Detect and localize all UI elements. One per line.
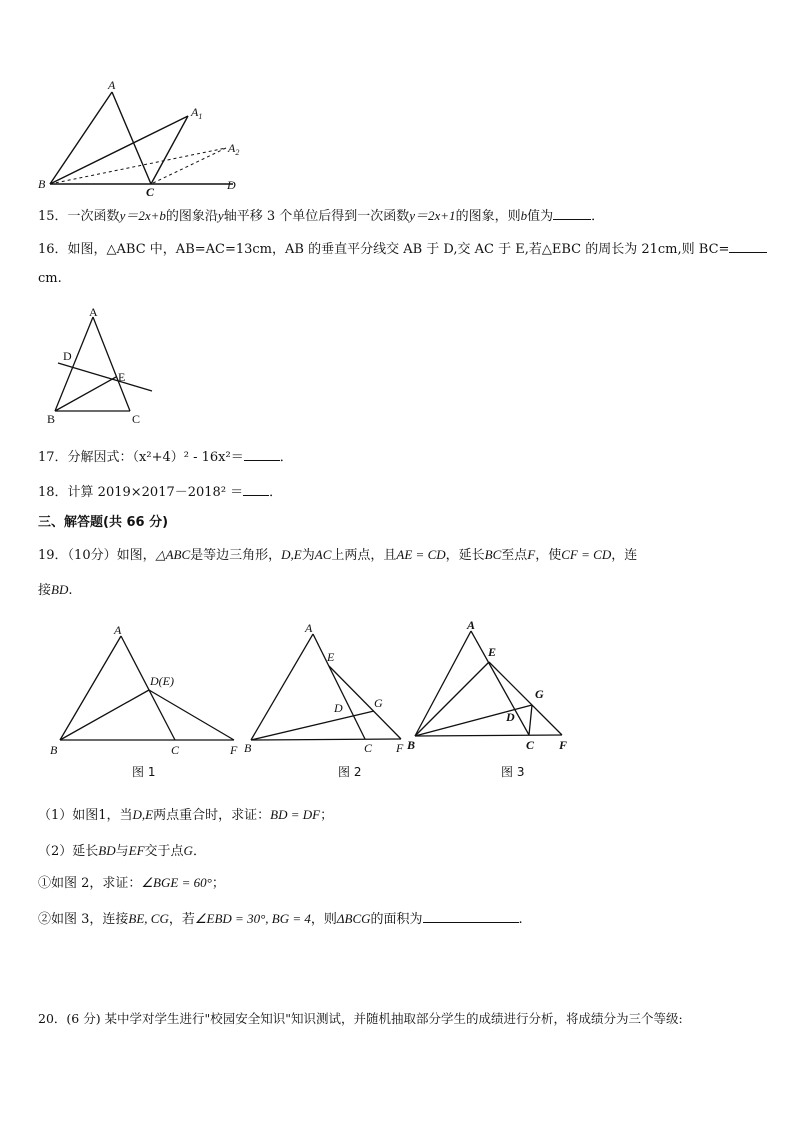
q19-p4-text-d: 的面积为 bbox=[370, 912, 423, 927]
q15-answer-blank[interactable] bbox=[553, 206, 591, 220]
q19-p4-be-cg: BE, CG bbox=[128, 911, 169, 926]
fig1-caption: 图 1 bbox=[132, 765, 156, 779]
fig15-label-A: A bbox=[108, 78, 116, 92]
q16-answer-blank[interactable] bbox=[729, 239, 767, 253]
q19-part-1 bbox=[38, 806, 333, 825]
fig15-label-A1: $A_1$ bbox=[191, 105, 203, 121]
fig1-label-F: F bbox=[230, 743, 238, 757]
fig3-label-B: B bbox=[407, 738, 416, 752]
q19-p4-end: . bbox=[518, 912, 523, 927]
q15-text-1: 一次函数 bbox=[67, 209, 120, 224]
q19-text-c: 为 bbox=[301, 548, 315, 563]
q19-text-e: ，延长 bbox=[445, 548, 485, 563]
q19-segment-bd: BD bbox=[51, 582, 69, 597]
question-17 bbox=[38, 447, 293, 467]
fig3-label-E: E bbox=[488, 645, 497, 659]
figure-q19-2 bbox=[243, 620, 418, 780]
q19-p1-text-b: 两点重合时，求证： bbox=[153, 808, 271, 823]
fig2-label-D: D bbox=[334, 701, 343, 715]
q19-points-de: D,E bbox=[281, 547, 302, 562]
q19-p4-eq: ∠EBD = 30°, BG = 4 bbox=[194, 911, 311, 926]
question-19 bbox=[38, 546, 637, 565]
q19-p1-end: ； bbox=[320, 808, 334, 823]
fig2-label-B: B bbox=[244, 741, 252, 755]
q19-segment-ac: AC bbox=[314, 547, 332, 562]
q19-p3-text: ①如图 2，求证： bbox=[38, 876, 142, 891]
fig3-caption: 图 3 bbox=[501, 765, 525, 779]
question-16 bbox=[38, 239, 767, 259]
q19-p2-ef: EF bbox=[128, 843, 145, 858]
q19-p2-text-b: 与 bbox=[115, 844, 129, 859]
q18-end: ． bbox=[269, 485, 283, 500]
q15-formula-1: y＝2x+b bbox=[119, 208, 166, 223]
fig3-label-C: C bbox=[526, 738, 535, 752]
fig3-label-A: A bbox=[467, 618, 476, 632]
q15-number: 15． bbox=[38, 209, 68, 224]
q18-text: 18．计算 2019×2017－2018² ＝ bbox=[38, 485, 244, 500]
fig15-label-B: B bbox=[38, 177, 46, 191]
q15-end: ． bbox=[591, 209, 605, 224]
q19-p2-bd: BD bbox=[98, 843, 116, 858]
fig15-label-C: C bbox=[146, 185, 155, 199]
q19-text-f: 至点 bbox=[501, 548, 528, 563]
fig1-label-C: C bbox=[171, 743, 180, 757]
q19-segment-bc: BC bbox=[484, 547, 502, 562]
q15-formula-3: y＝2x+1 bbox=[409, 208, 456, 223]
q19-answer-blank[interactable] bbox=[423, 909, 519, 923]
q19-p3-eq: ∠BGE = 60° bbox=[141, 875, 212, 890]
q19-p4-text-c: ，则 bbox=[310, 912, 337, 927]
q19-part-2-2 bbox=[38, 909, 523, 929]
q17-text: 17．分解因式：（x²+4）² - 16x²＝ bbox=[38, 450, 244, 465]
fig2-label-C: C bbox=[364, 741, 373, 755]
q19-eq-1: AE = CD bbox=[396, 547, 446, 562]
fig16-label-E: E bbox=[118, 370, 126, 384]
q15-formula-2: y bbox=[217, 208, 224, 223]
q19-triangle: △ABC bbox=[155, 547, 191, 562]
q19-p1-eq: BD = DF bbox=[270, 807, 321, 822]
q19-p2-end: ． bbox=[192, 844, 206, 859]
question-19-cont bbox=[38, 581, 73, 600]
q19-text-g: ，使 bbox=[535, 548, 562, 563]
q19-text-b: 是等边三角形， bbox=[190, 548, 282, 563]
figure-q19-3 bbox=[405, 614, 580, 780]
q19-p1-points: D,E bbox=[132, 807, 154, 822]
figure-q16 bbox=[38, 306, 168, 426]
q19-p4-triangle: ΔBCG bbox=[336, 911, 371, 926]
fig2-label-F: F bbox=[396, 741, 404, 755]
q19-text-connect: 接 bbox=[38, 583, 52, 598]
question-16-cont bbox=[38, 270, 62, 288]
fig1-label-DE: D(E) bbox=[150, 674, 174, 688]
q19-part-2 bbox=[38, 842, 206, 861]
q15-formula-4: b bbox=[520, 208, 528, 223]
q19-p4-text-b: ，若 bbox=[168, 912, 195, 927]
fig2-caption: 图 2 bbox=[338, 765, 362, 779]
fig16-label-C: C bbox=[132, 412, 141, 426]
q19-p2-text-a: （2）延长 bbox=[38, 844, 99, 859]
q17-end: ． bbox=[279, 450, 293, 465]
fig15-label-A2: $A_2$ bbox=[228, 141, 240, 157]
q19-part-2-1 bbox=[38, 874, 225, 893]
figure-q15 bbox=[38, 78, 258, 198]
q16-text: 16．如图，△ABC 中，AB=AC=13cm，AB 的垂直平分线交 AB 于 D,交 AC 于 E,若△EBC 的周长为 21cm,则 BC= bbox=[38, 242, 730, 257]
q19-p2-g: G bbox=[183, 843, 193, 858]
fig2-label-E: E bbox=[327, 650, 335, 664]
q15-text-5: 值为 bbox=[527, 209, 554, 224]
q19-text-end: . bbox=[68, 583, 73, 598]
q19-eq-2: CF = CD bbox=[561, 547, 612, 562]
q19-text-h: ，连 bbox=[611, 548, 638, 563]
q19-p1-text-a: （1）如图1，当 bbox=[38, 808, 133, 823]
q16-unit: cm. bbox=[38, 271, 62, 286]
q19-text-a: 19．（10分）如图， bbox=[38, 548, 156, 563]
fig16-label-B: B bbox=[47, 412, 56, 426]
fig3-label-G: G bbox=[535, 687, 544, 701]
q19-text-d: 上两点，且 bbox=[331, 548, 397, 563]
q18-answer-blank[interactable] bbox=[243, 482, 269, 496]
question-20: 20．(6 分) 某中学对学生进行"校园安全知识"知识测试，并随机抽取部分学生的成绩进行分析，将成绩分为三个等级: bbox=[38, 1011, 683, 1026]
q19-p2-text-c: 交于点 bbox=[144, 844, 184, 859]
section-heading: 三、解答题(共 66 分) bbox=[38, 515, 169, 530]
fig1-label-B: B bbox=[50, 743, 58, 757]
fig15-label-D: D bbox=[227, 178, 236, 192]
q17-answer-blank[interactable] bbox=[244, 447, 280, 461]
fig2-label-G: G bbox=[374, 696, 383, 710]
figure-q19-1 bbox=[48, 620, 248, 780]
fig16-label-D: D bbox=[63, 349, 72, 363]
fig3-label-F: F bbox=[559, 738, 568, 752]
question-15 bbox=[38, 206, 604, 226]
fig16-label-A: A bbox=[89, 305, 98, 319]
q15-text-2: 的图象沿 bbox=[165, 209, 218, 224]
q15-text-4: 的图象，则 bbox=[455, 209, 521, 224]
q19-p3-end: ； bbox=[211, 876, 225, 891]
q19-point-f: F bbox=[527, 547, 536, 562]
q19-p4-text-a: ②如图 3，连接 bbox=[38, 912, 129, 927]
fig1-label-A: A bbox=[114, 623, 122, 637]
fig3-label-D: D bbox=[506, 710, 515, 724]
fig2-label-A: A bbox=[305, 621, 313, 635]
question-18 bbox=[38, 482, 282, 502]
q15-text-3: 轴平移 3 个单位后得到一次函数 bbox=[223, 209, 410, 224]
